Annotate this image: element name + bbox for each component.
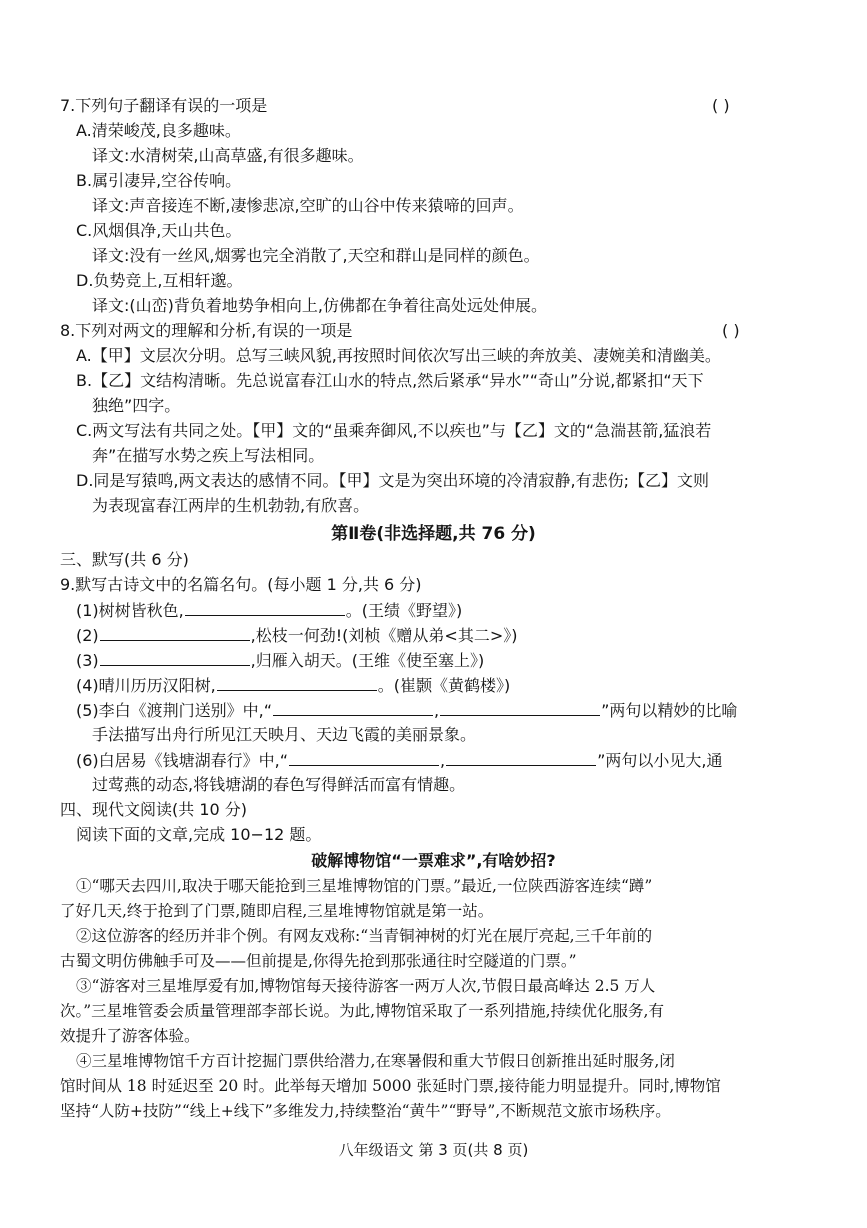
article-p3-line2: 次。”三星堆管委会质量管理部李部长说。为此,博物馆采取了一系列措施,持续优化服务,有 xyxy=(60,1002,664,1020)
section4-heading: 四、现代文阅读(共 10 分) xyxy=(60,800,248,819)
q7-option-d: D.负势竞上,互相轩邈。 xyxy=(76,271,243,290)
q7-option-d-translation: 译文:(山峦)背负着地势争相向上,仿佛都在争着往高处远处伸展。 xyxy=(92,296,547,315)
article-p3-line1: ③“游客对三星堆厚爱有加,博物馆每天接待游客一两万人次,节假日最高峰达 2.5 万人 xyxy=(76,977,656,995)
q9-item-2-prefix: (2) xyxy=(76,626,99,645)
section3-heading: 三、默写(共 6 分) xyxy=(60,550,189,569)
q9-item-3-blank[interactable] xyxy=(100,650,250,666)
q7-option-c: C.风烟俱净,天山共色。 xyxy=(76,221,242,240)
q9-item-1-blank[interactable] xyxy=(185,600,345,616)
q7-option-c-translation: 译文:没有一丝风,烟雾也完全消散了,天空和群山是同样的颜色。 xyxy=(92,246,540,265)
q9-stem: 9.默写古诗文中的名篇名句。(每小题 1 分,共 6 分) xyxy=(60,575,422,594)
q8-option-a: A.【甲】文层次分明。总写三峡风貌,再按照时间依次写出三峡的奔放美、凄婉美和清幽美。 xyxy=(76,346,721,365)
q9-item-1-prefix: (1)树树皆秋色, xyxy=(76,601,184,620)
q9-item-6-prefix: (6)白居易《钱塘湖春行》中,“ xyxy=(76,751,289,770)
q9-item-2-suffix: ,松枝一何劲!(刘桢《赠从弟<其二>》) xyxy=(250,626,518,645)
q9-item-6-blank-a[interactable] xyxy=(289,750,439,766)
article-p4-line3: 坚持“人防+技防”“线上+线下”多维发力,持续整治“黄牛”“野导”,不断规范文旅市场秩序。 xyxy=(60,1102,671,1120)
q9-item-1-suffix: 。(王绩《野望》) xyxy=(345,601,463,620)
q7-option-b-translation: 译文:声音接连不断,凄惨悲凉,空旷的山谷中传来猿啼的回声。 xyxy=(92,196,524,215)
q9-item-5-continued: 手法描写出舟行所见江天映月、天边飞霞的美丽景象。 xyxy=(92,725,477,744)
reading-instruction: 阅读下面的文章,完成 10−12 题。 xyxy=(76,825,322,844)
q7-stem: 7.下列句子翻译有误的一项是 xyxy=(60,96,268,115)
q8-option-d-line1: D.同是写猿鸣,两文表达的感情不同。【甲】文是为突出环境的冷清寂静,有悲伤;【乙】文则 xyxy=(76,471,709,490)
q7-answer-paren: ( ) xyxy=(712,96,730,115)
q9-item-6-blank-b[interactable] xyxy=(446,750,596,766)
part2-title: 第Ⅱ卷(非选择题,共 76 分) xyxy=(331,524,536,544)
q9-item-3-prefix: (3) xyxy=(76,651,99,670)
q9-item-3 xyxy=(76,650,484,671)
article-p2-line1: ②这位游客的经历并非个例。有网友戏称:“当青铜神树的灯光在展厅亮起,三千年前的 xyxy=(76,927,653,945)
q9-item-6 xyxy=(76,750,723,771)
q7-option-b: B.属引凄异,空谷传响。 xyxy=(76,171,242,190)
q9-item-4-blank[interactable] xyxy=(217,675,377,691)
q9-item-5 xyxy=(76,700,737,721)
article-p1-line2: 了好几天,终于抢到了门票,随即启程,三星堆博物馆就是第一站。 xyxy=(60,902,494,920)
q9-item-5-blank-b[interactable] xyxy=(440,700,600,716)
q9-item-6-comma: , xyxy=(440,751,446,770)
article-p3-line3: 效提升了游客体验。 xyxy=(60,1027,200,1045)
q9-item-4 xyxy=(76,675,510,696)
q8-option-c-line1: C.两文写法有共同之处。【甲】文的“虽乘奔御风,不以疾也”与【乙】文的“急湍甚箭,猛浪若 xyxy=(76,421,712,440)
q9-item-6-suffix: ”两句以小见大,通 xyxy=(597,751,723,770)
article-p1-line1: ①“哪天去四川,取决于哪天能抢到三星堆博物馆的门票。”最近,一位陕西游客连续“蹲” xyxy=(76,877,653,895)
q9-item-4-prefix: (4)晴川历历汉阳树, xyxy=(76,676,216,695)
q9-item-3-suffix: ,归雁入胡天。(王维《使至塞上》) xyxy=(250,651,485,670)
q9-item-2 xyxy=(76,625,517,646)
q7-option-a-translation: 译文:水清树荣,山高草盛,有很多趣味。 xyxy=(92,146,364,165)
article-p4-line2: 馆时间从 18 时延迟至 20 时。此举每天增加 5000 张延时门票,接待能力明显提升。同时,博物馆 xyxy=(60,1077,721,1095)
q9-item-1 xyxy=(76,600,462,621)
q9-item-2-blank[interactable] xyxy=(100,625,250,641)
q8-stem: 8.下列对两文的理解和分析,有误的一项是 xyxy=(60,321,353,340)
article-p4-line1: ④三星堆博物馆千方百计挖掘门票供给潜力,在寒暑假和重大节假日创新推出延时服务,闭 xyxy=(76,1052,675,1070)
q9-item-5-prefix: (5)李白《渡荆门送别》中,“ xyxy=(76,701,273,720)
q9-item-5-suffix: ”两句以精妙的比喻 xyxy=(601,701,738,720)
q9-item-5-blank-a[interactable] xyxy=(273,700,433,716)
page-footer: 八年级语文 第 3 页(共 8 页) xyxy=(338,1141,529,1159)
q8-option-c-line2: 奔”在描写水势之疾上写法相同。 xyxy=(92,446,325,465)
q8-option-b-line2: 独绝”四字。 xyxy=(92,396,181,415)
article-p2-line2: 古蜀文明仿佛触手可及——但前提是,你得先抢到那张通往时空隧道的门票。” xyxy=(60,952,577,970)
q8-answer-paren: ( ) xyxy=(722,321,740,340)
q8-option-b-line1: B.【乙】文结构清晰。先总说富春江山水的特点,然后紧承“异水”“奇山”分说,都紧扣“天下 xyxy=(76,371,704,390)
q9-item-4-suffix: 。(崔颢《黄鹤楼》) xyxy=(377,676,511,695)
q7-option-a: A.清荣峻茂,良多趣味。 xyxy=(76,121,241,140)
q9-item-5-comma: , xyxy=(434,701,440,720)
q9-item-6-continued: 过莺燕的动态,将钱塘湖的春色写得鲜活而富有情趣。 xyxy=(92,775,466,794)
q8-option-d-line2: 为表现富春江两岸的生机勃勃,有欣喜。 xyxy=(92,496,370,515)
article-title: 破解博物馆“一票难求”,有啥妙招? xyxy=(311,851,556,870)
